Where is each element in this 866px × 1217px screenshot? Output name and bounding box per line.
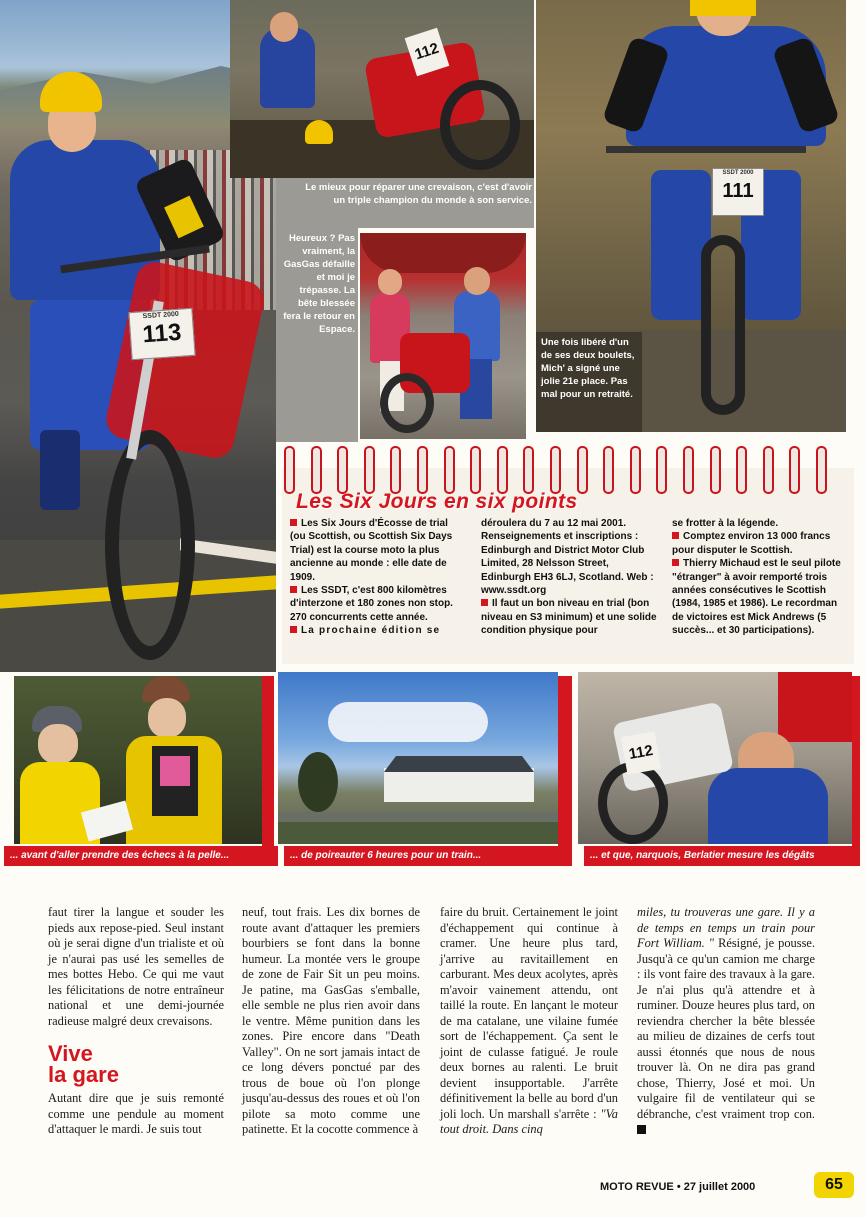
spiral-ring	[390, 446, 401, 494]
spiral-ring	[683, 446, 694, 494]
spiral-ring	[523, 446, 534, 494]
caption-freed: Une fois libéré d'un de ses deux boulets, Mich' a signé une jolie 21e place. Pas mal pour un retraité.	[541, 337, 635, 400]
article-paragraph: faire du bruit. Certainement le joint d'échappement qui continue à cramer. Une heure plus tard, j'arrive au ravitaillement en carburant. Mes deux acolytes, après m'avoir vainement attendu, ont taillé la route. En lançant le moteur de ma catalane, une vilaine fumée sort de l'échappement. Ça sent le joint de culasse fatigué. Je roule deux bornes au ralenti. Le bruit devient insupportable. J'arrête définitivement la belle au bord d'un joli loch. Un marshall s'arrête :	[440, 905, 618, 1121]
spiral-ring	[710, 446, 721, 494]
caption-strip-2: ... de poireauter 6 heures pour un train...	[284, 846, 558, 866]
photo-rider-113: SSDT 2000 113	[0, 0, 276, 672]
info-point-6: Thierry Michaud est le seul pilote "étranger" à avoir remporté trois années consécutives le Scottish (1984, 1985 et 1986). Le recordman de victoires est Mick Andrews (5 succès... et 30 participations).	[672, 558, 841, 637]
spiral-ring	[656, 446, 667, 494]
photo-station	[278, 672, 558, 844]
spiral-ring	[789, 446, 800, 494]
page-number: 65	[814, 1172, 854, 1198]
section-heading	[48, 1043, 224, 1085]
spiral-ring	[364, 446, 375, 494]
article-column-1	[48, 905, 224, 1138]
spiral-ring	[550, 446, 561, 494]
spiral-ring	[444, 446, 455, 494]
photo-puncture-repair	[230, 0, 534, 178]
article-quote-continued: miles, tu trouveras une gare. Il y a de temps en temps un train pour Fort William. "	[637, 905, 815, 950]
info-column-1	[290, 517, 466, 638]
info-point-3-start: La prochaine édition se	[301, 625, 441, 637]
photo-two-men-bike	[360, 233, 526, 439]
bib-number-113: 113	[141, 318, 183, 349]
article-column-3	[440, 905, 618, 1138]
spiral-ring	[816, 446, 827, 494]
footer	[600, 1177, 755, 1197]
caption-happy: Heureux ? Pas vraiment, la GasGas défaille et moi je trépasse. La bête blessée fera le retour en Espace.	[283, 233, 355, 335]
info-point-2: Les SSDT, c'est 800 kilomètres d'interzone et 180 zones non stop. 270 concurrents cette année.	[290, 585, 453, 623]
spiral-ring	[763, 446, 774, 494]
photo-rider-111: SSDT 2000 111	[536, 0, 846, 432]
end-mark-icon	[637, 1125, 646, 1134]
bib-number-112: 112	[412, 39, 441, 64]
info-point-1: Les Six Jours d'Écosse de trial (ou Scottish, ou Scottish Six Days Trial) est la course moto la plus ancienne au monde : elle date de 1909.	[290, 518, 453, 583]
article-column-2	[242, 905, 420, 1138]
section-heading-line-2: la gare	[48, 1062, 119, 1087]
bullet-square	[290, 586, 297, 593]
photo-berlatier-bike	[578, 672, 852, 844]
spiral-ring	[736, 446, 747, 494]
magazine-name: MOTO REVUE	[600, 1181, 674, 1193]
section-heading-line-1: Vive	[48, 1041, 93, 1066]
caption-strip-3: ... et que, narquois, Berlatier mesure les dégâts	[584, 846, 860, 866]
issue-date: 27 juillet 2000	[683, 1181, 756, 1193]
info-point-3-end: déroulera du 7 au 12 mai 2001. Renseignements et inscriptions : Edinburgh and District Motor Club Limited, 28 Nelsson Street, Edinburgh EH3 6LJ, Scotland. Web : www.ssdt.org	[481, 518, 654, 597]
article-quote: "Va tout droit. Dans cinq	[440, 1106, 618, 1136]
spiral-ring	[577, 446, 588, 494]
bullet-square	[290, 626, 297, 633]
bullet-square	[481, 599, 488, 606]
spiral-ring	[417, 446, 428, 494]
info-column-2	[481, 517, 657, 638]
spiral-ring	[470, 446, 481, 494]
bullet-square	[672, 532, 679, 539]
red-bar-2	[558, 676, 572, 866]
article-paragraph: faut tirer la langue et souder les pieds aux repose-pied. Seul instant où je serai digne d'un trialiste et où je n'aurai pas usé les semelles de mes bottes Hebo. Ce qui me vaut les félicitations de notre entraîneur national et une demi-journée radieuse malgré deux crevaisons.	[48, 905, 224, 1028]
info-point-4-end: se frotter à la légende.	[672, 518, 779, 529]
spiral-ring	[603, 446, 614, 494]
red-bar-3	[852, 676, 860, 866]
bullet-square	[290, 519, 297, 526]
footer-separator: •	[676, 1181, 681, 1193]
spiral-ring	[311, 446, 322, 494]
spiral-ring	[284, 446, 295, 494]
info-column-3	[672, 517, 848, 638]
article-column-4	[637, 905, 815, 1138]
bib-number-111: 111	[722, 180, 754, 202]
red-bar-1	[262, 676, 274, 866]
info-box-title: Les Six Jours en six points	[296, 490, 578, 513]
photo-marshals	[14, 676, 262, 844]
article-paragraph: Autant dire que je suis remonté comme une pendule au moment d'attaquer le mardi. Je suis tout	[48, 1091, 224, 1136]
spiral-ring	[630, 446, 641, 494]
caption-repair: Le mieux pour réparer une crevaison, c'est d'avoir un triple champion du monde à son service.	[305, 182, 532, 206]
article-paragraph: neuf, tout frais. Les dix bornes de route avant d'attaquer les premiers bourbiers se font dans la bonne humeur. La montée vers le groupe de zone de Fair Sit un peu moins. Je patine, ma GasGas s'emballe, elle semble ne plus rien avoir dans le ventre. Même punition dans les zones. Pire encore dans "Death Valley". On ne sort jamais intact de ce long dévers ponctué par des trous de boue où l'on plonge jusqu'au-dessus des roues et où l'on pilote sa moto comme une patinette. Et la cocotte commence à	[242, 905, 420, 1136]
article-paragraph: Résigné, je pousse. Jusqu'à ce qu'un camion me charge : ils vont faire des travaux à la gare. Je n'ai plus qu'à attendre et à ruminer. Douze heures plus tard, on reviendra chercher la bête blessée au milieu de dizaines de cerfs tout aussi étonnés que nous de nous trouver là. On ne dira pas grand chose, Thierry, José et moi. Un vulgaire fil de ventilateur qui se débranche, c'est vraiment trop con.	[637, 936, 815, 1121]
caption-strip-1: ... avant d'aller prendre des échecs à la pelle...	[4, 846, 278, 866]
bib-number-112-second: 112	[627, 742, 655, 763]
bullet-square	[672, 559, 679, 566]
info-point-4: Il faut un bon niveau en trial (bon niveau en S3 minimum) et une solide condition physique pour	[481, 598, 657, 637]
info-point-5: Comptez environ 13 000 francs pour disputer le Scottish.	[672, 531, 831, 556]
spiral-ring	[337, 446, 348, 494]
spiral-ring	[497, 446, 508, 494]
